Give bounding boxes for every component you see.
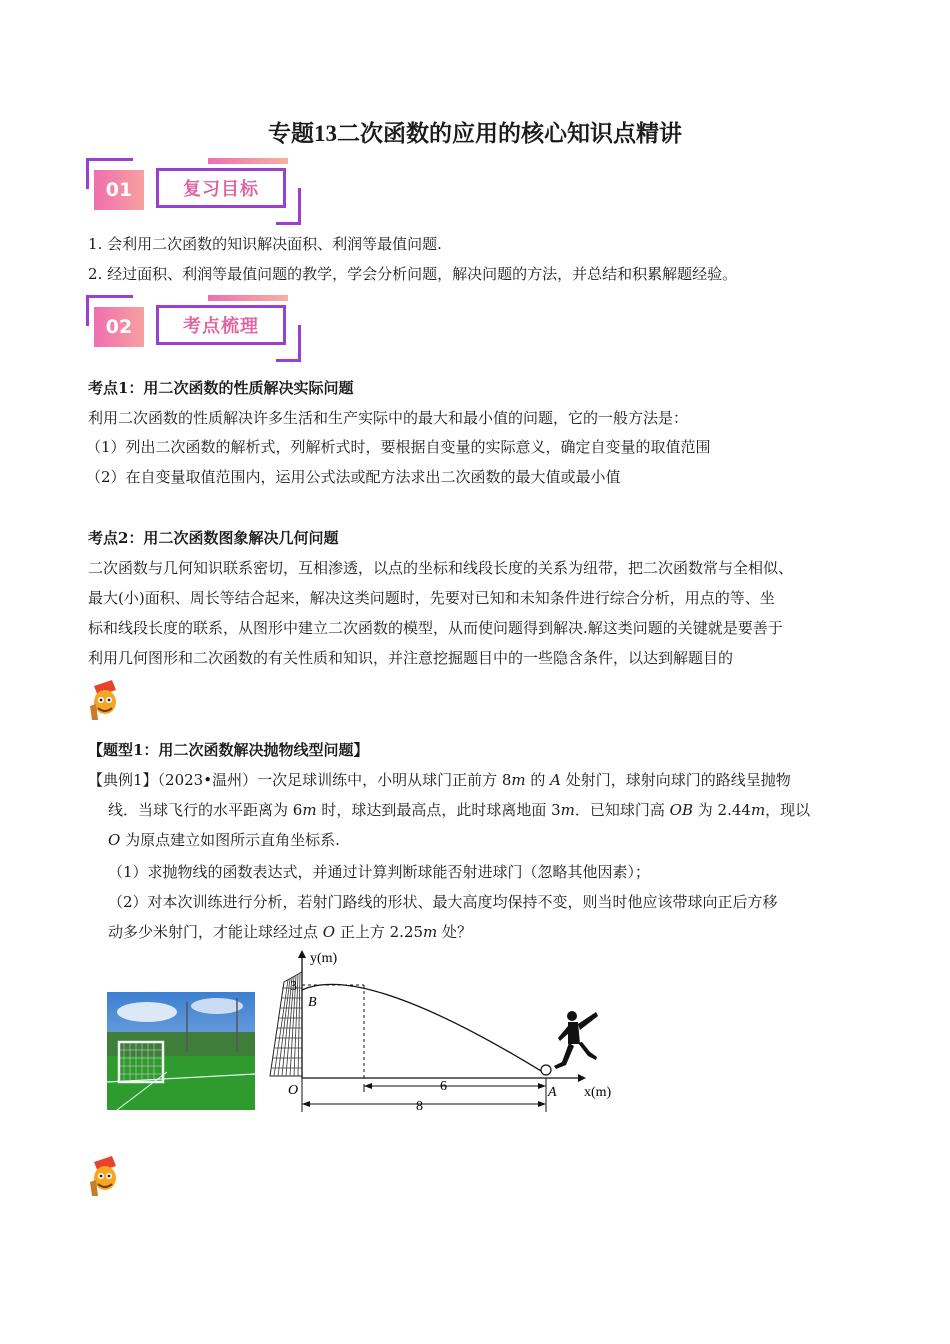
key-point-2-line: 二次函数与几何知识联系密切，互相渗透，以点的坐标和线段长度的关系为纽带，把二次函数常与全相似、	[88, 559, 794, 577]
text-span: 处？	[437, 923, 473, 941]
text-span: 时，球达到最高点，此时球离地面 3	[316, 801, 561, 819]
point-var: O	[322, 923, 336, 941]
ball-icon	[541, 1065, 551, 1075]
goal-net	[270, 972, 302, 1076]
key-point-1-line: 利用二次函数的性质解决许多生活和生产实际中的最大和最小值的问题，它的一般方法是：	[88, 409, 689, 427]
player-icon	[554, 1011, 598, 1069]
key-point-2-line: 最大(小)面积、周长等结合起来，解决这类问题时，先要对已知和未知条件进行综合分析，用点的等、坐	[88, 589, 775, 607]
unit-var: m	[302, 801, 317, 819]
dimension-8-label: 8	[416, 1099, 423, 1114]
text-span: 线．当球飞行的水平距离为 6	[108, 801, 303, 819]
dimension-6-label: 6	[440, 1079, 447, 1094]
unit-var: m	[511, 771, 526, 789]
sub-question-2: （2）对本次训练进行分析，若射门路线的形状、最大高度均保持不变，则当时他应该带球向正后方移	[108, 893, 778, 911]
point-var: O	[108, 831, 121, 849]
key-point-1-line: （2）在自变量取值范围内，运用公式法或配方法求出二次函数的最大值或最小值	[86, 468, 621, 486]
section-badge-key-points	[86, 295, 301, 361]
sub-question-1: （1）求抛物线的函数表达式，并通过计算判断球能否射进球门（忽略其他因素）；	[108, 863, 651, 881]
key-point-2-line: 利用几何图形和二次函数的有关性质和知识，并注意挖掘题目中的一些隐含条件，以达到解题目的	[88, 649, 734, 667]
soccer-goal-photo	[107, 992, 255, 1110]
origin-label: O	[288, 1083, 299, 1098]
parabola-figure	[262, 948, 632, 1116]
unit-var: m	[750, 801, 766, 819]
point-var: A	[550, 771, 562, 789]
badge-label: 考点梳理	[156, 305, 286, 345]
key-point-2-line: 标和线段长度的联系，从图形中建立二次函数的模型，从而使问题得到解决.解这类问题的关键就是要善于	[88, 619, 783, 637]
question-type-heading: 【题型1：用二次函数解决抛物线型问题】	[88, 741, 369, 759]
badge-label: 复习目标	[156, 168, 286, 208]
y-axis-label: y(m)	[310, 951, 338, 966]
pencil-mascot-icon	[86, 676, 120, 722]
unit-var: m	[560, 801, 575, 819]
text-span: 正上方 2.25	[335, 923, 424, 941]
pencil-mascot-icon	[86, 1152, 120, 1198]
unit-var: m	[423, 923, 438, 941]
text-span: 处射门，球射向球门的路线呈抛物	[561, 771, 791, 789]
goal-item-1: 1. 会利用二次函数的知识解决面积、利润等最值问题.	[88, 235, 442, 253]
x-axis-label: x(m)	[584, 1085, 612, 1100]
point-a-label: A	[548, 1085, 557, 1100]
badge-number: 01	[94, 170, 144, 210]
key-point-1-heading: 考点1：用二次函数的性质解决实际问题	[88, 379, 354, 397]
key-point-2-heading: 考点2：用二次函数图象解决几何问题	[88, 529, 339, 547]
example-line-1	[88, 770, 791, 790]
text-span: （2023•温州）一次足球训练中，小明从球门正前方 8	[157, 771, 512, 789]
badge-number: 02	[94, 307, 144, 347]
key-point-1-line: （1）列出二次函数的解析式，列解析式时，要根据自变量的实际意义，确定自变量的取值范围	[86, 438, 711, 456]
point-b-label: B	[308, 995, 317, 1010]
section-badge-review-goals	[86, 158, 301, 224]
text-span: 动多少米射门，才能让球经过点	[108, 923, 323, 941]
sub-question-2-cont	[108, 922, 472, 942]
text-span: 为原点建立如图所示直角坐标系.	[120, 831, 340, 849]
text-span: 的	[525, 771, 551, 789]
tick-3-label: 3	[290, 979, 297, 994]
text-span: 为 2.44	[693, 801, 751, 819]
example-line-3	[108, 830, 340, 850]
goal-item-2: 2. 经过面积、利润等最值问题的教学，学会分析问题，解决问题的方法，并总结和积累解题经验。	[88, 265, 738, 283]
text-span: ．已知球门高	[574, 801, 670, 819]
parabola-curve	[302, 984, 546, 1074]
page-title: 专题13二次函数的应用的核心知识点精讲	[268, 121, 682, 146]
segment-var: OB	[669, 801, 693, 819]
example-line-2	[108, 800, 810, 820]
example-tag: 【典例1】	[88, 771, 158, 789]
text-span: ，现以	[765, 801, 811, 819]
